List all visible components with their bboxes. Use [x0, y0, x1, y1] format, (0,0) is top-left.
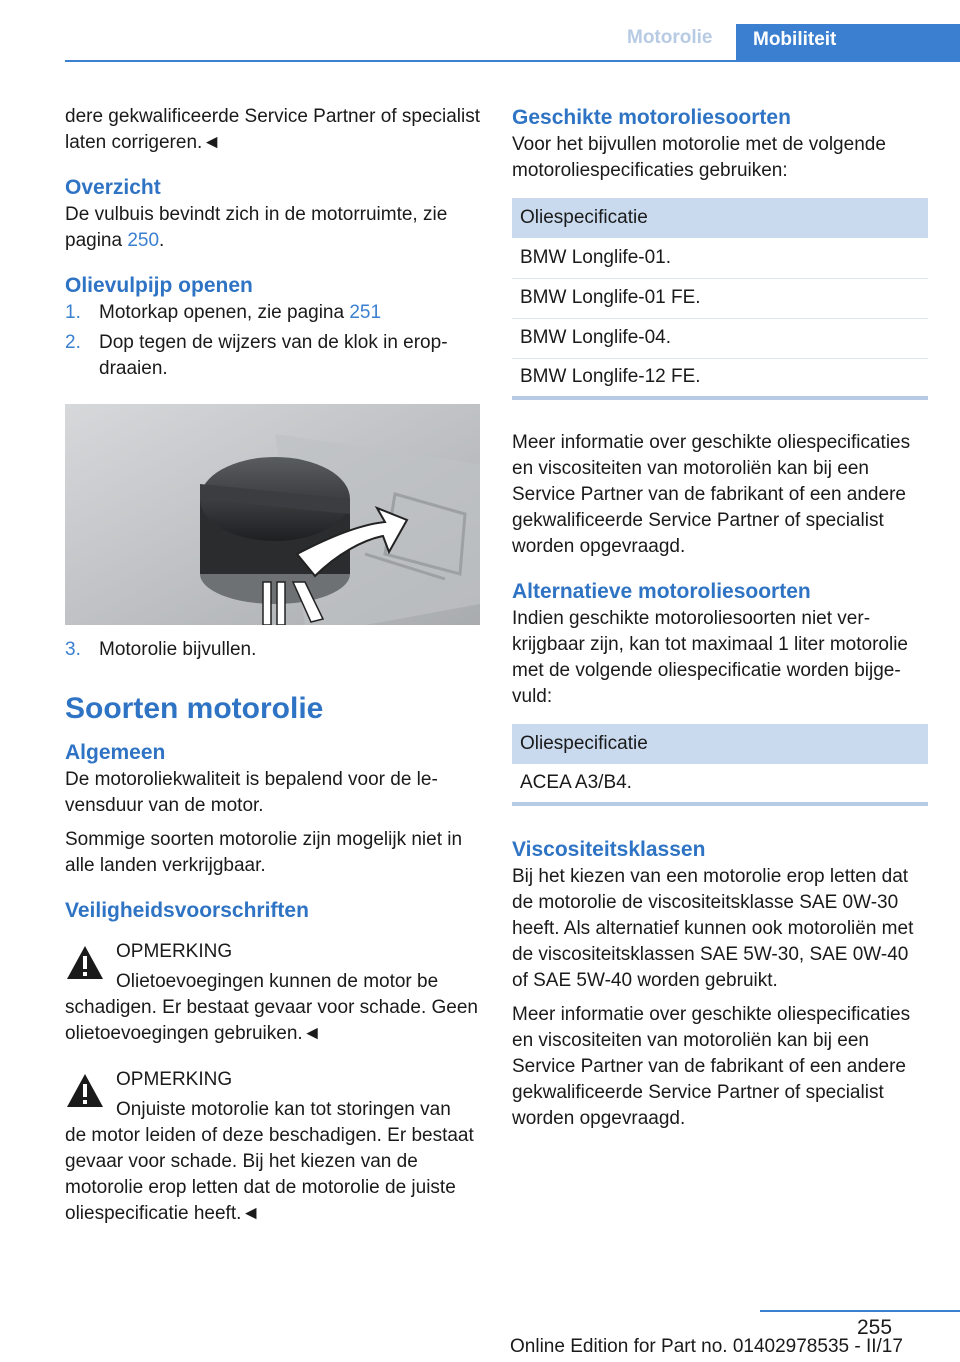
steps-list-continued	[65, 637, 485, 663]
warning-notice	[65, 1067, 485, 1227]
suitable-oils-heading: Geschikte motoroliesoorten	[512, 106, 791, 129]
warning-text-first: Olietoevoegingen kunnen de motor be	[116, 971, 439, 992]
overview-heading: Overzicht	[65, 176, 161, 199]
steps-list	[65, 300, 485, 382]
table-row	[512, 764, 928, 804]
overview-text	[65, 202, 485, 254]
page-link-250[interactable]: 250	[127, 230, 160, 251]
table-header: Oliespecificatie	[512, 724, 928, 764]
table-cell: BMW Longlife-04.	[512, 318, 928, 358]
alternative-spec-table	[512, 724, 928, 806]
table-row	[512, 278, 928, 318]
table-row	[512, 318, 928, 358]
page-number: 255	[857, 1316, 893, 1339]
overview-text-post: .	[159, 230, 165, 251]
oil-spec-table	[512, 198, 928, 400]
header-chapter-tab[interactable]: Mobiliteit	[736, 24, 960, 62]
oil-filler-cap-photo	[65, 404, 480, 625]
warning-triangle-icon	[65, 943, 105, 983]
suitable-oils-intro: Voor het bijvullen motorolie met de volgende motoroliespecificaties gebruiken:	[512, 134, 886, 181]
right-column	[512, 104, 928, 1140]
footer-rule	[760, 1310, 960, 1312]
page-link-251[interactable]: 251	[349, 302, 382, 323]
general-heading: Algemeen	[65, 741, 166, 764]
table-cell: ACEA A3/B4.	[520, 772, 632, 793]
viscosity-heading: Viscositeitsklassen	[512, 838, 706, 861]
warning-text: schadigen. Er bestaat gevaar voor schade. Geen olietoevoegingen gebruiken.◄	[65, 997, 478, 1044]
step-item	[65, 637, 485, 663]
overview-text-pre: De vulbuis bevindt zich in de motorruimte, zie pagina	[65, 204, 448, 251]
table-row	[512, 358, 928, 398]
left-column	[65, 104, 485, 1233]
warning-text-first: Onjuiste motorolie kan tot storingen van	[116, 1099, 451, 1120]
more-info-text: Meer informatie over geschikte oliespecificaties en viscositeiten van motoroliën kan bij een Service Partner van de fabrikant of een andere gekwalificeerde Service Partner of specialist worden opgevraagd.	[512, 1004, 911, 1129]
general-paragraph-1: De motoroliekwaliteit is bepalend voor de levensduur van de motor.	[65, 769, 438, 816]
step-number: 3.	[65, 639, 81, 660]
table-header: Oliespecificatie	[512, 198, 928, 238]
more-info-text: Meer informatie over geschikte oliespecificaties en viscositeiten van motoroliën kan bij een Service Partner van de fabrikant of een andere gekwalificeerde Service Partner of specialist worden opgevraagd.	[512, 432, 911, 557]
warning-triangle-icon	[65, 1071, 105, 1111]
step-number: 1.	[65, 302, 81, 323]
alternative-oils-heading: Alternatieve motoroliesoorten	[512, 580, 811, 603]
safety-heading: Veiligheidsvoorschriften	[65, 899, 309, 922]
warning-label: OPMERKING	[116, 1069, 233, 1090]
step-text	[99, 300, 381, 326]
table-cell: BMW Longlife-01 FE.	[512, 278, 928, 318]
step-item	[65, 330, 485, 382]
general-paragraph-2: Sommige soorten motorolie zijn mogelijk niet in alle landen verkrijgbaar.	[65, 829, 463, 876]
viscosity-text: Bij het kiezen van een motorolie erop letten dat de motorolie de viscositeitsklasse SAE 0W-30 heeft. Als alternatief kunnen ook motoroliën met de viscositeitsklassen SAE 5W-30, SAE 0W-40 of SAE 5W-40 worden gebruikt.	[512, 866, 914, 991]
oil-types-heading: Soorten motorolie	[65, 692, 324, 725]
step-text: Motorolie bijvullen.	[99, 639, 257, 660]
edition-note: Online Edition for Part no. 01402978535 - II/17	[510, 1336, 903, 1357]
page-header	[0, 0, 960, 62]
step-text: Dop tegen de wijzers van de klok in eropdraaien.	[99, 332, 448, 379]
intro-text: dere gekwalificeerde Service Partner of specialist laten corrigeren.◄	[65, 106, 481, 153]
warning-label: OPMERKING	[116, 941, 233, 962]
table-cell: BMW Longlife-01.	[512, 238, 928, 278]
step-number: 2.	[65, 332, 81, 353]
table-cell: BMW Longlife-12 FE.	[520, 366, 701, 388]
warning-notice	[65, 939, 485, 1047]
header-section-tab[interactable]: Motorolie	[627, 27, 713, 48]
step-item	[65, 300, 485, 326]
table-row	[512, 238, 928, 278]
warning-text: de motor leiden of deze beschadigen. Er bestaat gevaar voor schade. Bij het kiezen van de motorolie erop letten dat de motorolie de juiste oliespecificatie heeft.◄	[65, 1125, 474, 1224]
step-text-pre: Motorkap openen, zie pagina	[99, 302, 350, 323]
header-rule	[65, 60, 960, 62]
open-filler-heading: Olievulpijp openen	[65, 274, 253, 297]
alternative-oils-text: Indien geschikte motoroliesoorten niet verkrijgbaar zijn, kan tot maximaal 1 liter motorolie met de volgende oliespecificatie worden bijgevuld:	[512, 608, 908, 707]
